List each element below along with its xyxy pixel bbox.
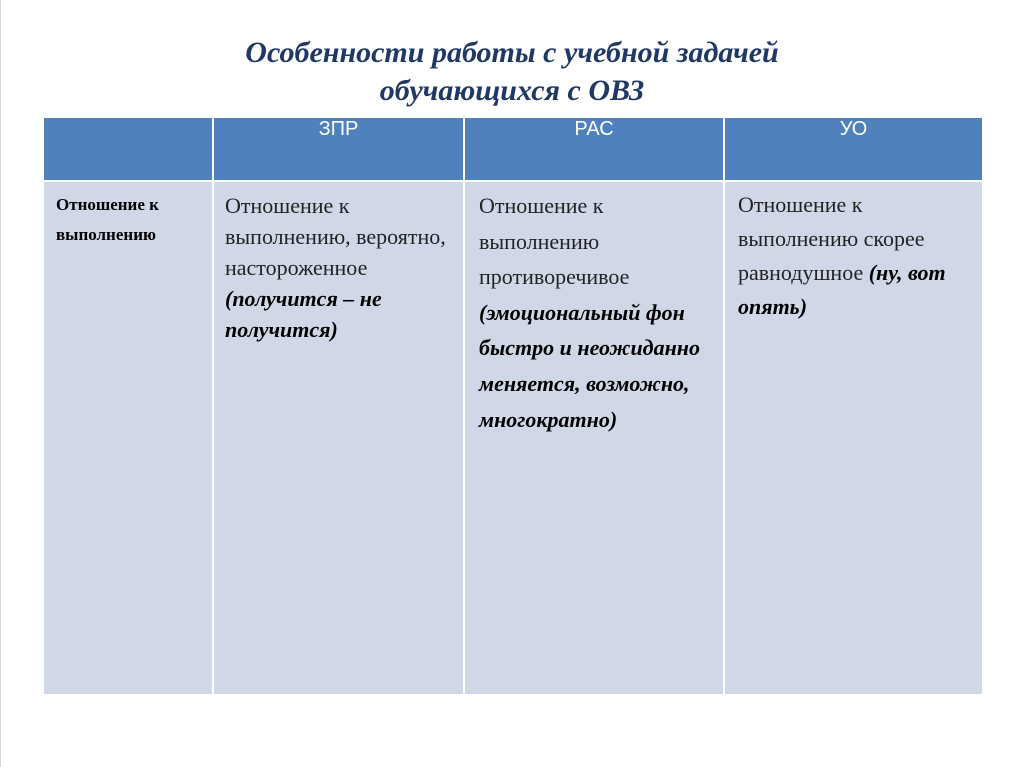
cell-uo-text: Отношение к выполнению скорее равнодушное (738, 192, 925, 285)
cell-zpr-text: Отношение к выполнению, вероятно, настороженное (225, 193, 446, 280)
cell-zpr-emphasis: (получится – не получится) (225, 286, 382, 342)
header-cell-zpr: ЗПР (213, 117, 464, 181)
comparison-table (42, 116, 984, 696)
cell-uo-emphasis: (ну, вот опять) (738, 260, 946, 319)
header-cell-ras: РАС (464, 117, 724, 181)
slide-title-line-1: Особенности работы с учебной задачей (245, 36, 779, 69)
cell-uo (724, 181, 983, 695)
row-label-cell (43, 181, 213, 695)
table-row (43, 181, 983, 695)
cell-ras (464, 181, 724, 695)
cell-ras-text: Отношение к выполнению противоречивое (479, 193, 630, 290)
cell-ras-emphasis: (эмоциональный фон быстро и неожиданно меняется, возможно, многократно) (479, 299, 701, 432)
slide-title-line-2: обучающихся с ОВЗ (379, 74, 645, 107)
cell-zpr (213, 181, 464, 695)
slide-title (0, 34, 1024, 110)
table-header-row (43, 117, 983, 181)
header-cell-empty (43, 117, 213, 181)
slide-edge-divider (0, 0, 1, 767)
header-cell-uo: УО (724, 117, 983, 181)
row-label: Отношение к выполнению (56, 195, 159, 244)
